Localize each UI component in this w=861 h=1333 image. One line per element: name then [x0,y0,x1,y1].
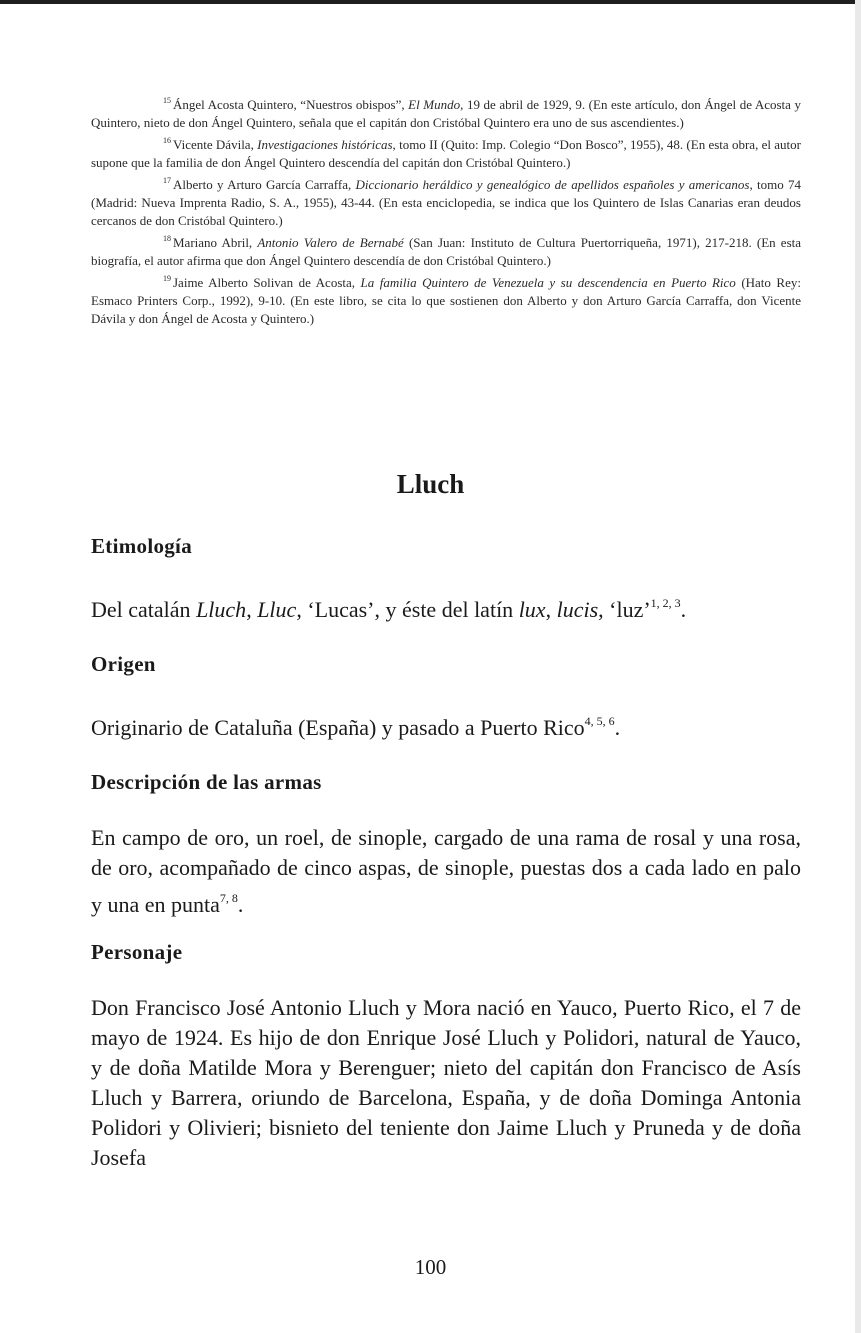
reference-superscript: 7, 8 [219,891,238,905]
page-number: 100 [414,1255,447,1279]
text-run: En campo de oro, un roel, de sinople, cargado de una rama de rosal y una rosa, de oro, acompañado de cinco aspas, de sinople, puestas dos a cada lado en palo y una en punta [91,825,801,917]
footnote-text: (San Juan: Instituto de Cultura Puertorriqueña, 1971), 217-218. (En esta biografía, el autor afirma que don Ángel Quintero descendía de don Cristóbal Quintero.) [91,235,802,268]
footnote-number: 17 [163,176,171,185]
footnote-italic: La familia Quintero de Venezuela y su descendencia en Puerto Rico [360,275,736,290]
footnote-text: Ángel Acosta Quintero, “Nuestros obispos”, [173,97,409,112]
footnote-17 [91,172,801,230]
footnote-text: , 19 de abril de 1929, 9. (En este artículo, don Ángel de Acosta y Quintero, nieto de don Ángel Quintero, señala que el capitán don Cristóbal Quintero era uno de sus ascendientes.) [91,97,801,130]
footnote-number: 19 [163,274,171,283]
text-run: , ‘luz’ [598,597,651,622]
text-run: . [237,892,244,917]
heading-armas: Descripción de las armas [91,770,322,794]
italic-run: lux [518,597,546,622]
text-run: , ‘Lucas’, y éste del latín [296,597,519,622]
footnote-text: Alberto y Arturo García Carraffa, [173,177,356,192]
heading-etimologia: Etimología [91,534,192,558]
origen-text [91,706,801,743]
reference-superscript: 1, 2, 3 [650,596,681,610]
armas-text [91,823,801,920]
top-rule [0,0,861,4]
footnote-text: Jaime Alberto Solivan de Acosta, [173,275,361,290]
footnote-15 [91,92,801,132]
reference-superscript: 4, 5, 6 [584,714,615,728]
footnote-18 [91,230,801,270]
footnote-text: , tomo 74 (Madrid: Nueva Imprenta Radio, S. A., 1955), 43-44. (En esta enciclopedia, se indica que los Quintero de Islas Canarias eran deudos cercanos de don Cristóbal Quintero.) [91,177,801,228]
italic-run: Lluch [196,597,247,622]
text-run: . [680,597,687,622]
footnote-text: Mariano Abril, [173,235,258,250]
heading-personaje: Personaje [91,940,183,964]
footnote-number: 15 [163,96,171,105]
footnotes [91,92,801,328]
page-edge-shadow [855,0,861,1333]
footnote-italic: Diccionario heráldico y genealógico de apellidos españoles y americanos [355,177,750,192]
footnote-text: Vicente Dávila, [173,137,258,152]
text-run: . [614,715,621,740]
text-run: , [545,597,557,622]
footnote-number: 16 [163,136,171,145]
etimologia-text [91,588,801,625]
personaje-text: Don Francisco José Antonio Lluch y Mora nació en Yauco, Puerto Rico, el 7 de mayo de 1924. Es hijo de don Enrique José Lluch y Polidori, natural de Yauco, y de doña Matilde Mora y Berenguer; nieto del capitán don Francisco de Asís Lluch y Barrera, oriundo de Barcelona, España, y de doña Dominga Antonia Polidori y Olivieri; bisnieto del teniente don Jaime Lluch y Pruneda y de doña Josefa [91,995,801,1170]
footnote-text: (Hato Rey: Esmaco Printers Corp., 1992), 9-10. (En este libro, se cita lo que sostienen don Alberto y don Arturo García Carraffa, don Vicente Dávila y don Ángel de Acosta y Quintero.) [91,275,801,326]
page-title: Lluch [396,469,465,499]
italic-run: Lluc [257,597,297,622]
footnote-italic: Antonio Valero de Bernabé [257,235,404,250]
italic-run: lucis [556,597,599,622]
text-run: Del catalán [91,597,197,622]
footnote-text: , tomo II (Quito: Imp. Colegio “Don Bosco”, 1955), 48. (En esta obra, el autor supone que la familia de don Ángel Quintero descendía del capitán don Cristóbal Quintero.) [91,137,801,170]
footnote-16 [91,132,801,172]
footnote-number: 18 [163,234,171,243]
footnote-19 [91,270,801,328]
text-run: Originario de Cataluña (España) y pasado a Puerto Rico [91,715,585,740]
footnote-italic: Investigaciones históricas [257,137,393,152]
text-run: , [246,597,258,622]
heading-origen: Origen [91,652,156,676]
footnote-italic: El Mundo [408,97,461,112]
